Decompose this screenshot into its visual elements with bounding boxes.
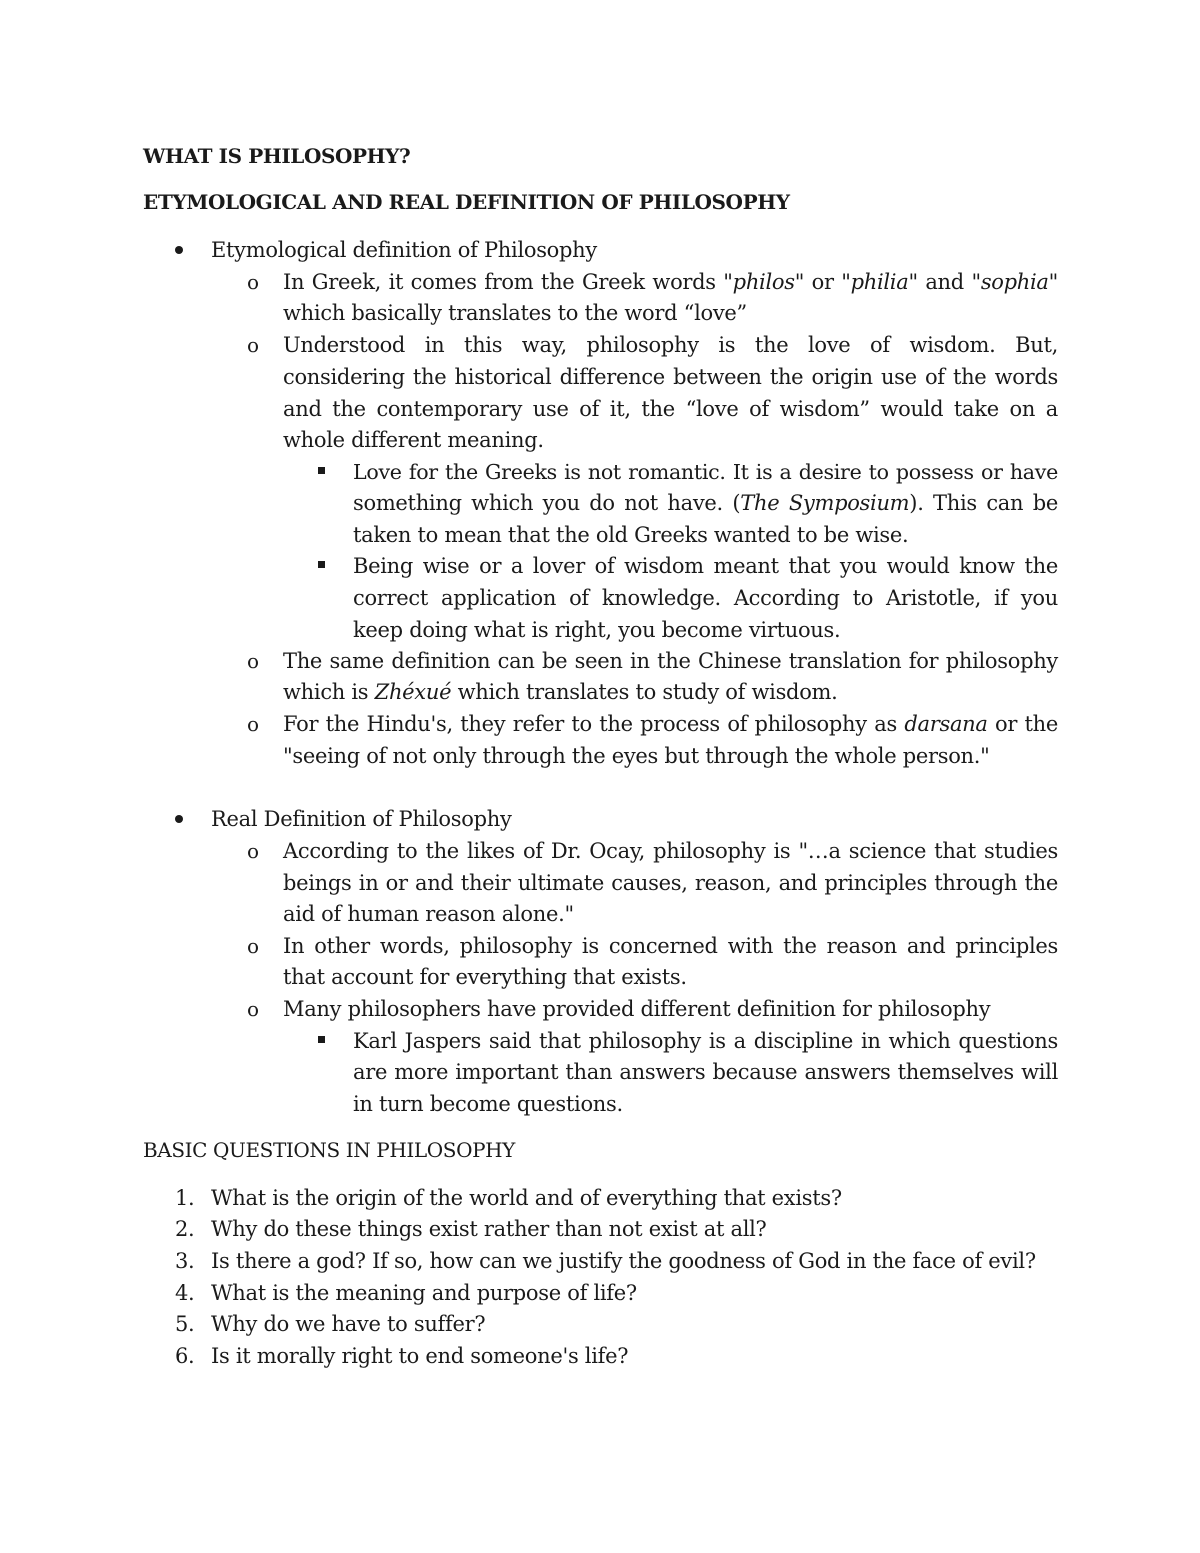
question-number: 2. <box>175 1217 195 1241</box>
question-number: 6. <box>175 1344 195 1368</box>
question-text: Is there a god? If so, how can we justify the goodness of God in the face of evil? <box>211 1249 1036 1273</box>
square-bullet <box>318 1036 325 1043</box>
bullet-dot <box>175 815 183 823</box>
greek-line-1: In Greek, it comes from the Greek words "philos" or "philia" and "sophia" <box>283 270 1059 294</box>
question-text: Is it morally right to end someone's life? <box>211 1344 629 1368</box>
bullet-etymological: Etymological definition of Philosophy <box>211 238 597 262</box>
sub-bullet-marker: o <box>247 839 260 863</box>
wise-line-3: keep doing what is right, you become virtuous. <box>353 618 841 642</box>
jaspers-line-3: in turn become questions. <box>353 1092 623 1116</box>
sub-bullet-marker: o <box>247 270 260 294</box>
chinese-line-2: which is Zhéxué which translates to study of wisdom. <box>283 680 838 704</box>
wise-line-1: Being wise or a lover of wisdom meant that you would know the <box>353 554 1058 578</box>
understood-line-3: and the contemporary use of it, the “love of wisdom” would take on a <box>283 397 1058 421</box>
understood-line-4: whole different meaning. <box>283 428 544 452</box>
understood-line-1: Understood in this way, philosophy is the love of wisdom. But, <box>283 333 1058 357</box>
page-title: WHAT IS PHILOSOPHY? <box>143 144 411 168</box>
sub-bullet-marker: o <box>247 333 260 357</box>
section-heading-definitions: ETYMOLOGICAL AND REAL DEFINITION OF PHILOSOPHY <box>143 190 790 214</box>
question-text: What is the origin of the world and of everything that exists? <box>211 1186 842 1210</box>
wise-line-2: correct application of knowledge. According to Aristotle, if you <box>353 586 1058 610</box>
bullet-dot <box>175 246 183 254</box>
question-text: Why do we have to suffer? <box>211 1312 486 1336</box>
bullet-real-definition: Real Definition of Philosophy <box>211 807 512 831</box>
other-words-line-2: that account for everything that exists. <box>283 965 687 989</box>
sub-bullet-marker: o <box>247 934 260 958</box>
hindu-line-2: "seeing of not only through the eyes but through the whole person." <box>283 744 990 768</box>
question-text: Why do these things exist rather than not exist at all? <box>211 1217 767 1241</box>
love-line-1: Love for the Greeks is not romantic. It is a desire to possess or have <box>353 460 1058 484</box>
sub-bullet-marker: o <box>247 997 260 1021</box>
jaspers-line-2: are more important than answers because answers themselves will <box>353 1060 1058 1084</box>
ocay-line-2: beings in or and their ultimate causes, reason, and principles through the <box>283 871 1058 895</box>
question-number: 1. <box>175 1186 195 1210</box>
love-line-3: taken to mean that the old Greeks wanted to be wise. <box>353 523 909 547</box>
chinese-line-1: The same definition can be seen in the Chinese translation for philosophy <box>283 649 1058 673</box>
ocay-line-3: aid of human reason alone." <box>283 902 574 926</box>
jaspers-line-1: Karl Jaspers said that philosophy is a discipline in which questions <box>353 1029 1058 1053</box>
other-words-line-1: In other words, philosophy is concerned with the reason and principles <box>283 934 1058 958</box>
question-number: 5. <box>175 1312 195 1336</box>
ocay-line-1: According to the likes of Dr. Ocay, philosophy is "…a science that studies <box>283 839 1058 863</box>
many-philosophers-line: Many philosophers have provided different definition for philosophy <box>283 997 991 1021</box>
understood-line-2: considering the historical difference between the origin use of the words <box>283 365 1058 389</box>
question-number: 4. <box>175 1281 195 1305</box>
square-bullet <box>318 467 325 474</box>
sub-bullet-marker: o <box>247 712 260 736</box>
sub-bullet-marker: o <box>247 649 260 673</box>
question-text: What is the meaning and purpose of life? <box>211 1281 637 1305</box>
greek-line-2: which basically translates to the word “love” <box>283 301 747 325</box>
section-heading-basic-questions: BASIC QUESTIONS IN PHILOSOPHY <box>143 1138 515 1162</box>
love-line-2: something which you do not have. (The Symposium). This can be <box>353 491 1058 515</box>
question-number: 3. <box>175 1249 195 1273</box>
hindu-line-1: For the Hindu's, they refer to the process of philosophy as darsana or the <box>283 712 1059 736</box>
square-bullet <box>318 561 325 568</box>
